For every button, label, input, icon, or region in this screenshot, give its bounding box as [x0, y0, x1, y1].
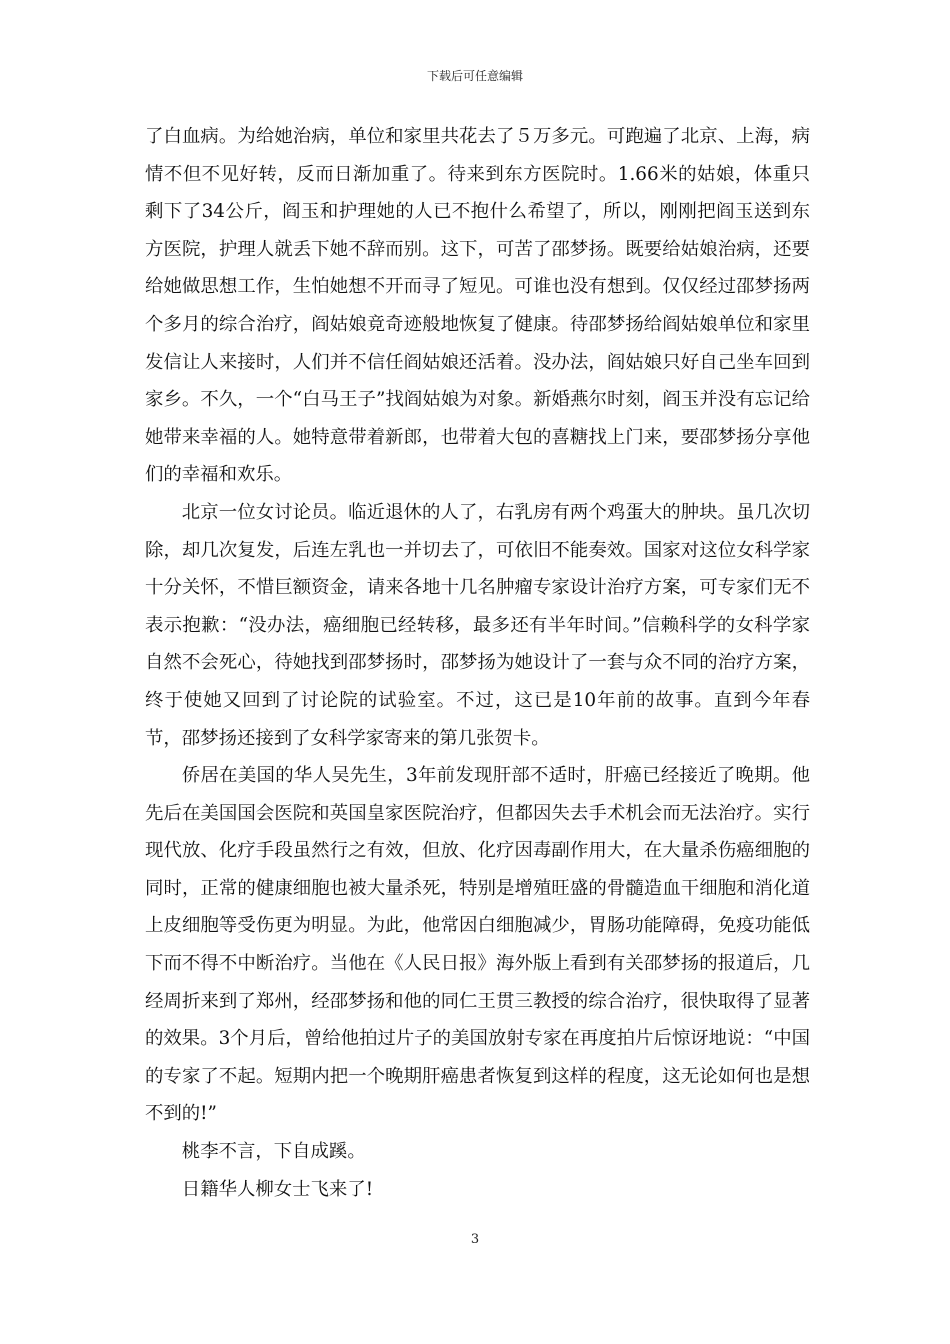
paragraph-3: 侨居在美国的华人吴先生，3年前发现肝部不适时，肝癌已经接近了晚期。他先后在美国国会医院和英国皇家医院治疗，但都因失去手术机会而无法治疗。实行现代放、化疗手段虽然行之有效，但放、化疗因毒副作用大，在大量杀伤癌细胞的同时，正常的健康细胞也被大量杀死，特别是增殖旺盛的骨髓造血干细胞和消化道上皮细胞等受伤更为明显。为此，他常因白细胞减少，胃肠功能障碍，免疫功能低下而不得不中断治疗。当他在《人民日报》海外版上看到有关邵梦扬的报道后，几经周折来到了郑州，经邵梦扬和他的同仁王贯三教授的综合治疗，很快取得了显著的效果。3个月后，曾给他拍过片子的美国放射专家在再度拍片后惊讶地说：“中国的专家了不起。短期内把一个晚期肝癌患者恢复到这样的程度，这无论如何也是想不到的!” — [145, 765, 810, 1125]
paragraph-1: 了白血病。为给她治病，单位和家里共花去了５万多元。可跑遍了北京、上海，病情不但不见好转，反而日渐加重了。待来到东方医院时。1.66米的姑娘，体重只剩下了34公斤，阎玉和护理她的人已不抱什么希望了，所以，刚刚把阎玉送到东方医院，护理人就丢下她不辞而别。这下，可苦了邵梦扬。既要给姑娘治病，还要给她做思想工作，生怕她想不开而寻了短见。可谁也没有想到。仅仅经过邵梦扬两个多月的综合治疗，阎姑娘竟奇迹般地恢复了健康。待邵梦扬给阎姑娘单位和家里发信让人来接时，人们并不信任阎姑娘还活着。没办法，阎姑娘只好自己坐车回到家乡。不久，一个“白马王子”找阎姑娘为对象。新婚燕尔时刻，阎玉并没有忘记给她带来幸福的人。她特意带着新郎，也带着大包的喜糖找上门来，要邵梦扬分享他们的幸福和欢乐。 — [145, 126, 810, 486]
page-header: 下载后可任意编辑 — [426, 69, 523, 83]
paragraph-5: 日籍华人柳女士飞来了! — [181, 1178, 374, 1200]
paragraph-2: 北京一位女讨论员。临近退休的人了，右乳房有两个鸡蛋大的肿块。虽几次切除，却几次复发，后连左乳也一并切去了，可依旧不能奏效。国家对这位女科学家十分关怀，不惜巨额资金，请来各地十几名肿瘤专家设计治疗方案，可专家们无不表示抱歉：“没办法，癌细胞已经转移，最多还有半年时间。”信赖科学的女科学家自然不会死心，待她找到邵梦扬时，邵梦扬为她设计了一套与众不同的治疗方案，终于使她又回到了讨论院的试验室。不过，这已是10年前的故事。直到今年春节，邵梦扬还接到了女科学家寄来的第几张贺卡。 — [145, 501, 810, 749]
document-body — [145, 118, 810, 1208]
page-number: 3 — [470, 1232, 480, 1247]
paragraph-4: 桃李不言，下自成蹊。 — [181, 1141, 366, 1163]
